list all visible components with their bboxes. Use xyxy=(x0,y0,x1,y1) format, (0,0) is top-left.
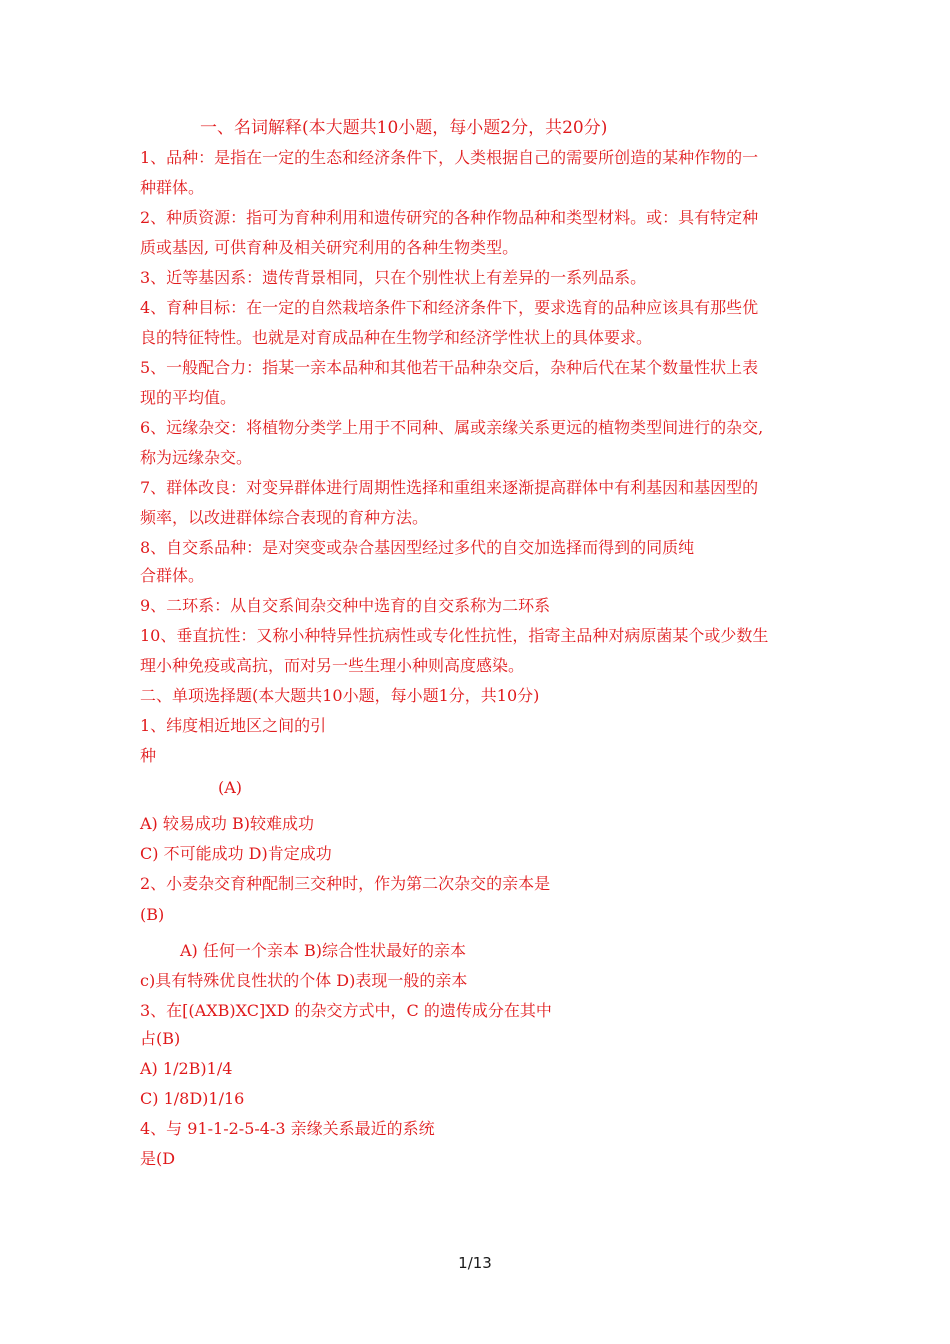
section1-line: 6、远缘杂交：将植物分类学上用于不同种、属或亲缘关系更远的植物类型间进行的杂交, xyxy=(140,418,764,437)
option-line: C) 不可能成功 D)肯定成功 xyxy=(140,844,332,863)
answer-key: 是(D xyxy=(140,1149,176,1168)
section1-line: 频率，以改进群体综合表现的育种方法。 xyxy=(140,508,429,527)
question-line: 1、纬度相近地区之间的引 xyxy=(140,716,327,735)
page-number: 1/13 xyxy=(458,1254,492,1272)
option-line: c)具有特殊优良性状的个体 D)表现一般的亲本 xyxy=(140,971,468,990)
section1-line: 种群体。 xyxy=(140,178,205,197)
question-line: 3、在[(AXB)XC]XD 的杂交方式中，C 的遗传成分在其中 xyxy=(140,1001,552,1020)
option-line: C) 1/8D)1/16 xyxy=(140,1089,245,1108)
section1-line: 1、品种：是指在一定的生态和经济条件下，人类根据自己的需要所创造的某种作物的一 xyxy=(140,148,759,167)
option-line: A) 1/2B)1/4 xyxy=(140,1059,233,1078)
section1-line: 现的平均值。 xyxy=(140,388,237,407)
answer-key: (B) xyxy=(140,905,165,924)
section1-line: 10、垂直抗性：又称小种特异性抗病性或专化性抗性，指寄主品种对病原菌某个或少数生 xyxy=(140,626,769,645)
answer-key: (A) xyxy=(218,778,243,797)
section1-line: 4、育种目标：在一定的自然栽培条件下和经济条件下，要求选育的品种应该具有那些优 xyxy=(140,298,759,317)
section1-line: 5、一般配合力：指某一亲本品种和其他若干品种杂交后，杂种后代在某个数量性状上表 xyxy=(140,358,759,377)
question-line: 种 xyxy=(140,746,157,765)
section1-line: 质或基因, 可供育种及相关研究利用的各种生物类型。 xyxy=(140,238,519,257)
section2-title: 二、单项选择题(本大题共10小题，每小题1分，共10分) xyxy=(140,686,540,705)
section1-line: 7、群体改良：对变异群体进行周期性选择和重组来逐渐提高群体中有利基因和基因型的 xyxy=(140,478,759,497)
section1-line: 3、近等基因系：遗传背景相同，只在个别性状上有差异的一系列品系。 xyxy=(140,268,647,287)
option-line: A) 任何一个亲本 B)综合性状最好的亲本 xyxy=(180,941,466,960)
section1-line: 8、自交系品种：是对突变或杂合基因型经过多代的自交加选择而得到的同质纯 xyxy=(140,538,695,557)
section1-line: 良的特征特性。也就是对育成品种在生物学和经济学性状上的具体要求。 xyxy=(140,328,653,347)
question-line: 4、与 91-1-2-5-4-3 亲缘关系最近的系统 xyxy=(140,1119,435,1138)
section1-line: 合群体。 xyxy=(140,566,205,585)
section1-line: 9、二环系：从自交系间杂交种中选育的自交系称为二环系 xyxy=(140,596,551,615)
section1-line: 2、种质资源：指可为育种利用和遗传研究的各种作物品种和类型材料。或：具有特定种 xyxy=(140,208,759,227)
answer-key: 占(B) xyxy=(140,1029,181,1048)
option-line: A) 较易成功 B)较难成功 xyxy=(140,814,314,833)
section1-line: 称为远缘杂交。 xyxy=(140,448,253,467)
section1-title: 一、名词解释(本大题共10小题，每小题2分，共20分) xyxy=(200,118,608,138)
question-line: 2、小麦杂交育种配制三交种时，作为第二次杂交的亲本是 xyxy=(140,874,551,893)
section1-line: 理小种免疫或高抗，而对另一些生理小种则高度感染。 xyxy=(140,656,525,675)
